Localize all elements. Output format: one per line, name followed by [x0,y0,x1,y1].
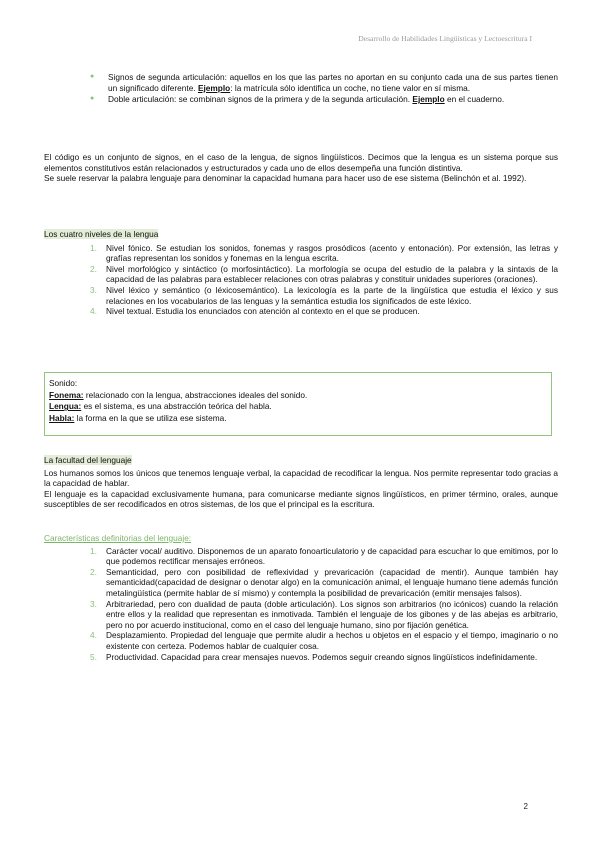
faculty-paragraph-1: Los humanos somos los únicos que tenemos lenguaje verbal, la capacidad de recodificar la lengua. Nos permite representar todo gracias a la capacidad de hablar. [44,467,558,489]
box-item [49,401,547,413]
box-text: relacionado con la lengua, abstracciones ideales del sonido. [83,389,308,400]
trait-item [44,630,558,651]
trait-item [44,652,558,663]
trait-text: Arbitrariedad, pero con dualidad de pauta (doble articulación). Los signos son arbitrarios (no icónicos) cuando la relación entre ellos y la realidad que representan es inmotivada. También el lenguaje de los gibones y de las abejas es arbitrario, pero no por acuerdo institucional, como en el caso del lenguaje humano, sino por fijación genética. [106,598,558,630]
level-item [44,285,558,306]
level-text: Nivel morfológico y sintáctico (o morfosintáctico). La morfología se ocupa del estudio de la palabra y la sintaxis de la capacidad de las palabras para establecer relaciones con otras palabras y constituir unidades superiores (oraciones). [106,263,558,285]
bullet-item [44,94,558,105]
bullet-text: aquellos en los que las partes no aportan en su conjunto cada una de sus partes tienen un significado diferente. [108,72,558,93]
lenguaje-paragraph: Se suele reservar la palabra lenguaje para denominar la capacidad humana para hacer uso de ese sistema (Belinchón et al. 1992). [44,173,527,184]
example-label: Ejemplo [412,94,445,105]
box-text: la forma en la que se utiliza ese sistema. [74,412,227,423]
box-item [49,413,547,425]
trait-number: 2. [90,566,97,577]
level-number: 2. [90,263,97,274]
trait-item [44,546,558,567]
levels-title: Los cuatro niveles de la lengua [44,229,159,239]
traits-title: Características definitorias del lenguaje: [44,533,192,543]
level-item [44,306,558,317]
level-text: Nivel textual. Estudia los enunciados con atención al contexto en el que se producen. [106,306,420,317]
box-term: Habla: [49,412,75,423]
trait-item [44,567,558,599]
trait-text: Semanticidad, pero con posibilidad de reflexividad y prevaricación (capacidad de mentir). Aunque también hay semanticidad(capacidad de designar o denotar algo) en la comunicación animal, el lenguaje humano tiene además función metalingüística (permite hablar de sí mismo) y contempla la posibilidad de prevaricación (emitir mensajes falsos). [106,566,558,598]
trait-number: 4. [90,630,97,641]
level-item [44,243,558,264]
page-number: 2 [523,802,528,811]
level-number: 1. [90,242,97,253]
bullet-item [44,72,558,93]
level-number: 3. [90,284,97,295]
box-term: Fonema: [49,389,84,400]
level-text: Nivel fónico. Se estudian los sonidos, fonemas y rasgos prosódicos (acento y entonación). Por extensión, las letras y grafías representan los sonidos y fonemas en la lengua escrita. [106,242,558,264]
faculty-section [44,455,558,510]
faculty-paragraph-2: El lenguaje es la capacidad exclusivamente humana, para comunicarse mediante signos lingüísticos, en primer término, orales, aunque susceptibles de ser recodificados en otros sistemas, de los que el principal es la escritura. [44,488,558,510]
box-title: Sonido: [49,378,78,388]
bullet-label: Signos de segunda articulación: [108,72,227,82]
trait-text: Productividad. Capacidad para crear mensajes nuevos. Podemos seguir creando signos lingüísticos indefinidamente. [106,651,538,662]
box-term: Lengua: [49,401,82,412]
bullet-icon: ● [90,73,95,80]
traits-section [44,533,558,662]
trait-text: Desplazamiento. Propiedad del lenguaje que permite aludir a hechos u objetos en el espacio y el tiempo, imaginario o no existente con certeza. Podemos hablar de cualquier cosa. [106,630,558,651]
faculty-title: La facultad del lenguaje [44,455,132,465]
bullet-icon: ● [90,95,95,103]
example-text: : la matrícula sólo identifica un coche, no tiene valor en sí misma. [230,82,471,93]
trait-number: 3. [90,598,97,609]
example-text: en el cuaderno. [444,94,505,105]
level-text: Nivel léxico y semántico (o léxicosemántico). La lexicología es la parte de la lingüística que estudia el léxico y sus relaciones en los vocabularios de las lenguas y la semántica estudia los significados de este léxico. [106,284,558,306]
code-paragraph: El código es un conjunto de signos, en el caso de la lengua, de signos lingüísticos. Decimos que la lengua es un sistema porque sus elementos constitutivos están relacionados y estructurados y cada uno de ellos desempeña una función distintiva. [44,152,558,173]
trait-text: Carácter vocal/ auditivo. Disponemos de un aparato fonoarticulatorio y de capacidad para escuchar lo que emitimos, por lo que podemos rectificar mensajes erróneos. [106,545,558,567]
level-item [44,264,558,285]
trait-item [44,599,558,631]
bullet-label: Doble articulación: [108,94,177,105]
example-label: Ejemplo [197,82,231,93]
trait-number: 5. [90,651,97,662]
level-number: 4. [90,306,97,317]
trait-number: 1. [90,545,97,556]
intro-bullets-block [44,72,558,105]
code-paragraph-block [44,152,558,184]
box-text: es el sistema, es una abstracción teórica del habla. [81,401,272,412]
bullet-text: se combinan signos de la primera y de la segunda articulación. [176,94,413,105]
levels-section [44,229,558,317]
box-item [49,390,547,402]
sonido-box [44,372,552,436]
running-header: Desarrollo de Habilidades Lingüísticas y Lectoescritura I [358,34,532,43]
